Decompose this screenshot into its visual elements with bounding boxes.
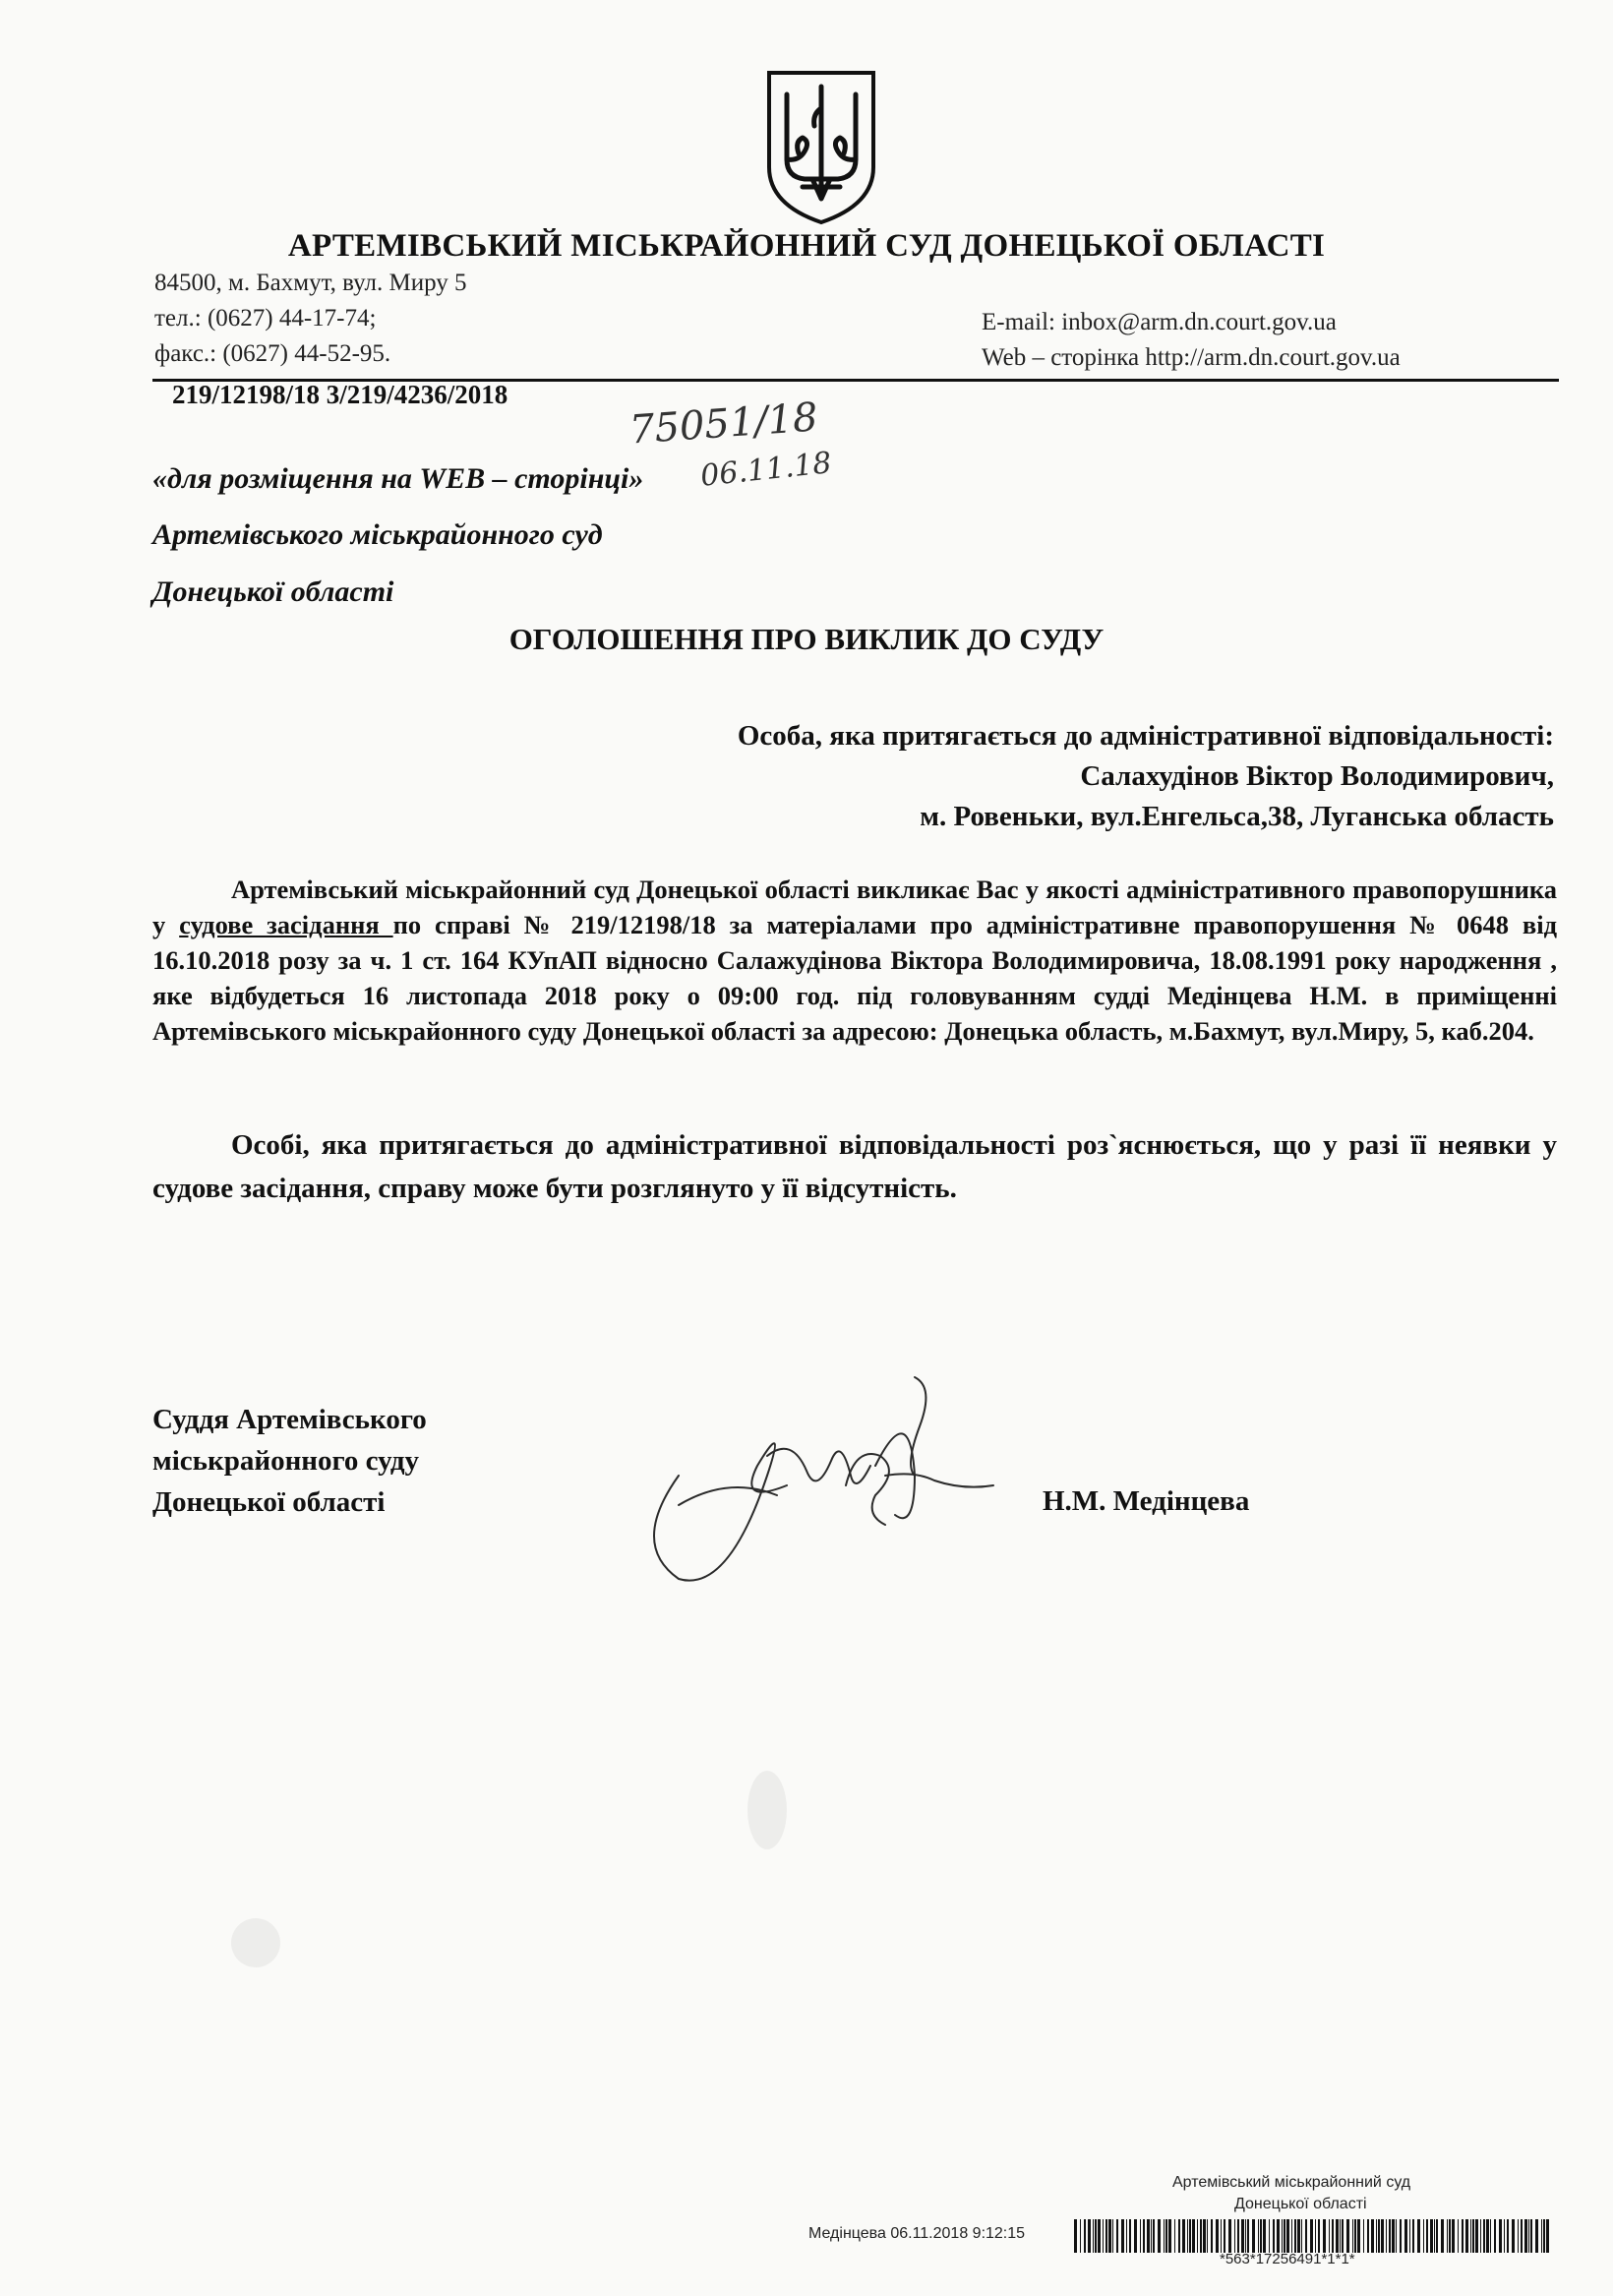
stamp-user-datetime: Медінцева 06.11.2018 9:12:15	[808, 2225, 1026, 2242]
court-session-link: судове засідання	[179, 910, 393, 939]
barcode-text: *563*17256491*1*1*	[1220, 2251, 1355, 2267]
judge-name: Н.М. Медінцева	[1043, 1485, 1250, 1517]
case-number: 219/12198/18 3/219/4236/2018	[172, 380, 508, 409]
scan-smudge	[747, 1771, 787, 1849]
absence-notice-paragraph: Особі, яка притягається до адміністративної відповідальності роз`яснюється, що у разі її неявки у судове засідання, справу може бути розглянуто у її відсутність.	[152, 1129, 1557, 1204]
court-fax: факс.: (0627) 44-52-95.	[154, 340, 391, 367]
judge-title-line-2: міськрайонного суду	[152, 1445, 420, 1477]
stamp-court-line-1: Артемівський міськрайонний суд	[1172, 2174, 1411, 2191]
handwritten-date: 06.11.18	[698, 446, 834, 494]
coat-of-arms-icon	[763, 69, 879, 226]
addressee-line-1: «для розміщення на WEB – сторінці»	[152, 462, 644, 495]
court-address: 84500, м. Бахмут, вул. Миру 5	[154, 270, 467, 296]
document-title: ОГОЛОШЕННЯ ПРО ВИКЛИК ДО СУДУ	[508, 622, 1105, 656]
judge-title-line-3: Донецької області	[152, 1486, 386, 1518]
judge-title-block	[152, 1399, 427, 1523]
court-name: АРТЕМІВСЬКИЙ МІСЬКРАЙОННИЙ СУД ДОНЕЦЬКОЇ ОБЛАСТІ	[287, 228, 1326, 264]
stamp-court-line-2: Донецької області	[1234, 2196, 1367, 2212]
addressee-line-3: Донецької області	[152, 575, 394, 608]
person-label: Особа, яка притягається до адміністративної відповідальності:	[737, 720, 1554, 752]
person-address: м. Ровеньки, вул.Енгельса,38, Луганська область	[920, 801, 1554, 832]
court-phone: тел.: (0627) 44-17-74;	[154, 305, 377, 332]
handwritten-signature	[620, 1358, 1013, 1603]
person-name: Салахудінов Віктор Володимирович,	[1080, 760, 1554, 792]
summons-paragraph: Артемівський міськрайонний суд Донецької області викликає Вас у якості адміністративного правопорушника у судове засідання по справі № 219/12198/18 за матеріалами про адміністративне правопорушення № 0648 від 16.10.2018 розу за ч. 1 ст. 164 КУпАП відносно Салажудінова Віктора Володимировича, 18.08.1991 року народження , яке відбудеться 16 листопада 2018 року о 09:00 год. під головуванням судді Медінцева Н.М. в приміщенні Артемівського міськрайонного суду Донецької області за адресою: Донецька область, м.Бахмут, вул.Миру, 5, каб.204.	[152, 875, 1557, 1046]
judge-title-line-1: Суддя Артемівського	[152, 1404, 427, 1435]
court-website: Web – сторінка http://arm.dn.court.gov.ua	[982, 344, 1401, 371]
court-email: E-mail: inbox@arm.dn.court.gov.ua	[982, 309, 1337, 335]
barcode-icon	[1074, 2219, 1552, 2253]
addressee-line-2: Артемівського міськрайонного суд	[152, 518, 603, 551]
handwritten-registration: 75051/18	[627, 394, 819, 453]
scan-smudge	[231, 1918, 280, 1967]
